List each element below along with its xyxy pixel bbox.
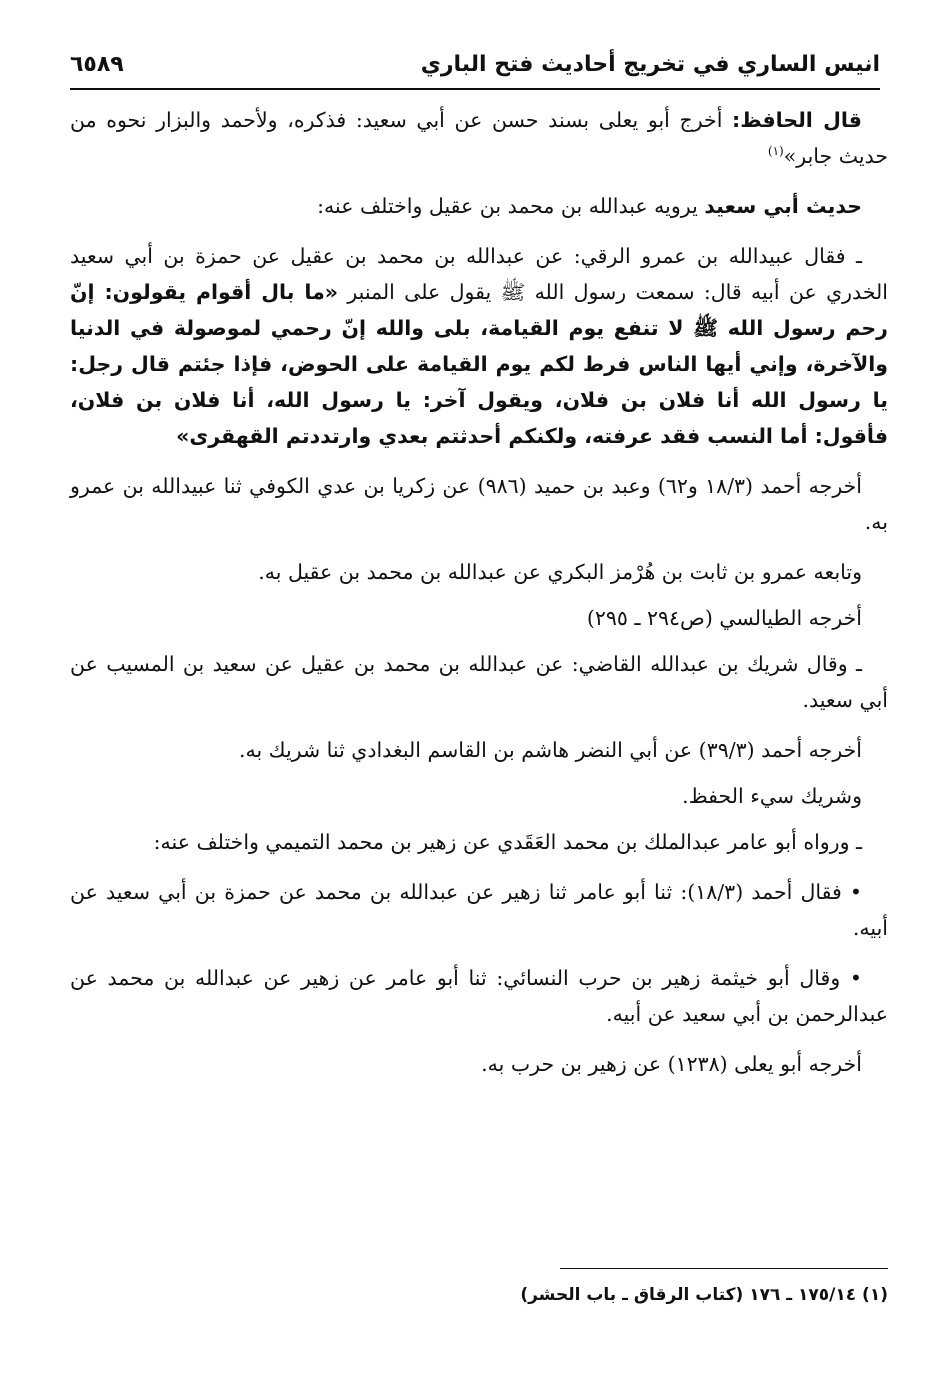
page-header bbox=[70, 48, 880, 90]
paragraph-takhrij-ahmad: أخرجه أحمد (١٨/٣ و٦٢) وعبد بن حميد (٩٨٦) عن زكريا بن عدي الكوفي ثنا عبيدالله بن عمرو به. bbox=[70, 474, 888, 534]
paragraph-takhrij-abu-yala: أخرجه أبو يعلى (١٢٣٨) عن زهير بن حرب به. bbox=[481, 1052, 862, 1076]
paragraph-mutaba: وتابعه عمرو بن ثابت بن هُرْمز البكري عن عبدالله بن محمد بن عقيل به. bbox=[258, 560, 862, 584]
paragraph-lead: حديث أبي سعيد bbox=[704, 194, 862, 218]
paragraph-abu-amir: ـ ورواه أبو عامر عبدالملك بن محمد العَقَدي عن زهير بن محمد التميمي واختلف عنه: bbox=[153, 830, 862, 854]
footnote-reference: (١) bbox=[767, 144, 784, 159]
paragraph-hadith-heading bbox=[70, 188, 888, 224]
footnote-divider bbox=[560, 1268, 888, 1269]
bullet-icon: • bbox=[849, 966, 862, 990]
paragraph-lead: قال الحافظ: bbox=[732, 108, 862, 132]
paragraph-text: أخرج أبو يعلى بسند حسن عن أبي سعيد: فذكره، ولأحمد والبزار نحوه من حديث جابر» bbox=[70, 108, 888, 168]
paragraph-text: فقال أحمد (١٨/٣): ثنا أبو عامر ثنا زهير عن عبدالله بن محمد عن حمزة بن أبي سعيد عن أبيه. bbox=[70, 880, 888, 940]
paragraph-sharik-note: وشريك سيء الحفظ. bbox=[682, 784, 862, 808]
paragraph-hafiz-quote bbox=[70, 102, 888, 174]
bullet-icon: • bbox=[849, 880, 862, 904]
paragraph-text: ـ فقال عبيدالله بن عمرو الرقي: عن عبدالله بن محمد بن عقيل عن حمزة بن أبي سعيد الخدري عن أبيه قال: سمعت رسول الله ﷺ يقول على المنبر bbox=[70, 244, 888, 304]
hadith-quote: «ما بال أقوام يقولون: إنّ رحم رسول الله ﷺ لا تنفع يوم القيامة، بلى والله إنّ رحمي لموصولة في الدنيا والآخرة، وإني أيها الناس فرط لكم يوم القيامة على الحوض، فإذا جئتم قال رجل: يا رسول الله أنا فلان بن فلان، ويقول آخر: يا رسول الله، أنا فلان بن فلان، فأقول: أما النسب فقد عرفته، ولكنكم أحدثتم بعدي وارتددتم القهقرى» bbox=[70, 280, 888, 448]
paragraph-text: وقال أبو خيثمة زهير بن حرب النسائي: ثنا أبو عامر عن زهير عن عبدالله بن محمد عن عبدالرحمن بن أبي سعيد عن أبيه. bbox=[70, 966, 888, 1026]
paragraph-ahmad-bullet bbox=[70, 874, 888, 946]
paragraph-abu-khaythama-bullet bbox=[70, 960, 888, 1032]
paragraph-takhrij-tayalisi: أخرجه الطيالسي (ص٢٩٤ ـ ٢٩٥) bbox=[586, 606, 862, 630]
running-title: انيس الساري في تخريج أحاديث فتح الباري bbox=[420, 52, 880, 77]
paragraph-text: يرويه عبدالله بن محمد بن عقيل واختلف عنه: bbox=[317, 194, 705, 218]
page-body bbox=[70, 102, 888, 1092]
paragraph-takhrij-ahmad-2: أخرجه أحمد (٣٩/٣) عن أبي النضر هاشم بن القاسم البغدادي ثنا شريك به. bbox=[238, 738, 862, 762]
paragraph-sharik: ـ وقال شريك بن عبدالله القاضي: عن عبدالله بن محمد بن عقيل عن سعيد بن المسيب عن أبي سعيد. bbox=[70, 652, 888, 712]
page-number: ٦٥٨٩ bbox=[70, 52, 124, 77]
paragraph-hadith-text bbox=[70, 238, 888, 454]
footnote: (١) ١٧٥/١٤ ـ ١٧٦ (كتاب الرقاق ـ باب الحشر) bbox=[520, 1285, 888, 1305]
